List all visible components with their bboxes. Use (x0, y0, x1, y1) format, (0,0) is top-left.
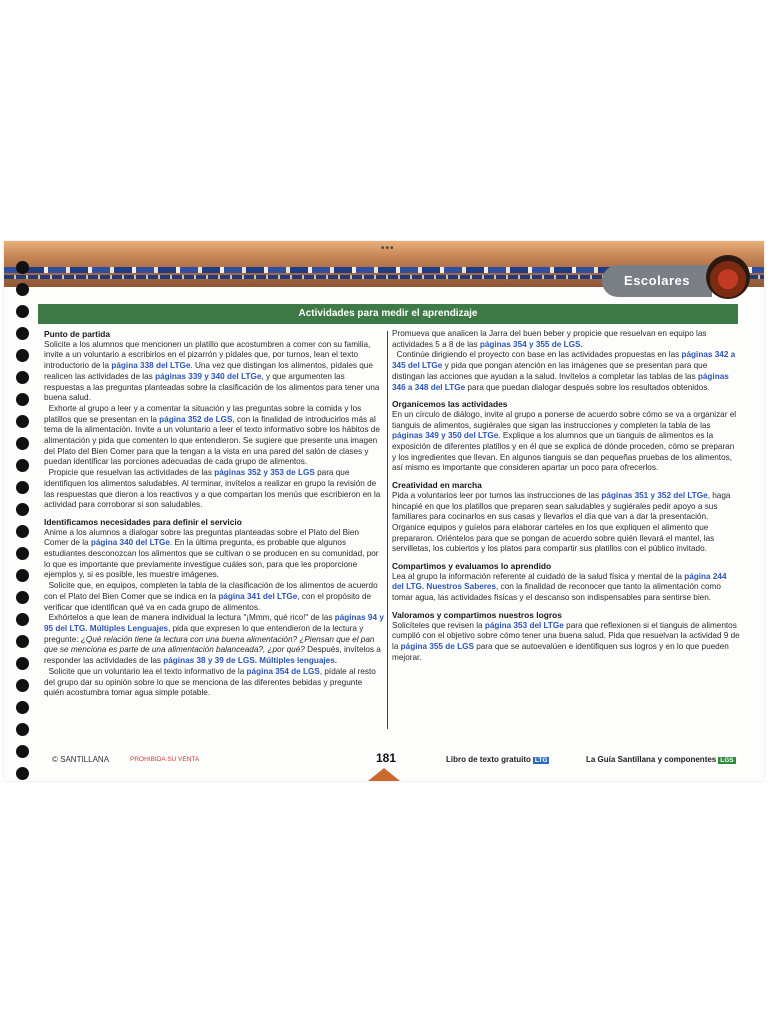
right-column (392, 329, 740, 663)
binding-hole (16, 591, 29, 604)
binding-hole (16, 371, 29, 384)
binding-hole (16, 481, 29, 494)
section-heading: Punto de partida (44, 329, 111, 339)
binding-hole (16, 305, 29, 318)
binding-hole (16, 635, 29, 648)
paragraph: Exhórtelos a que lean de manera individual la lectura "¡Mmm, qué rico!" de las páginas 94 y 95 del LTG. Múltiples Lenguajes, pida que expresen lo que entendieron de la lectura y pregunte: ¿Qué relación tiene la lectura con una buena alimentación? ¿Piensan que el pan que se menciona es parte de una alimentación balanceada?, ¿por qué? Después, invítelos a responder las actividades de las páginas 38 y 39 de LGS. Múltiples lenguajes. (44, 613, 384, 666)
paragraph: Pida a voluntarios leer por turnos las instrucciones de las páginas 351 y 352 del LTGe, haga hincapié en que los platillos que preparen sean saludables y sugiérales pedir apoyo a sus familiares para cocinarlos en sus casas y llevarlos el día que van a dar la presentación. Organice equipos y guíelos para elaborar carteles en los que expliquen el alimento que prepararon. Oriéntelos para que se pongan de acuerdo sobre quién llevará el mantel, las servilletas, los cubiertos y los platos para compartir sus platillos con el público invitado. (392, 490, 731, 554)
paragraph: Propicie que resuelvan las actividades de las páginas 352 y 353 de LGS para que identifiquen los alimentos saludables. Al terminar, invítelos a realizar en grupo la revisión de las respuestas que dieron a los reactivos y a que compartan los menús que escribieron en la actividad para corroborar si son saludables. (44, 468, 381, 510)
paragraph: Lea al grupo la información referente al cuidado de la salud física y mental de la página 244 del LTG. Nuestros Saberes, con la finalidad de reconocer que tanto la alimentación como tomar agua, las actividades físicas y el descanso son indispensables para sentirse bien. (392, 571, 727, 603)
left-column (44, 329, 384, 699)
binding-hole (16, 657, 29, 670)
guide-label: La Guía Santillana y componentes LGS (586, 755, 734, 764)
binding-hole (16, 613, 29, 626)
binding-hole (16, 327, 29, 340)
binding-hole (16, 503, 29, 516)
binding-hole (16, 679, 29, 692)
binding-hole (16, 283, 29, 296)
binding-hole (16, 459, 29, 472)
binding-hole (16, 437, 29, 450)
paragraph: Solicite a los alumnos que mencionen un platillo que acostumbren a comer con su familia, invite a un voluntario a escribirlos en el pizarrón y pídales que, por turnos, lean el texto introductorio de la página 338 del LTGe. Una vez que distingan los alimentos, pídales que realicen las actividades de las páginas 339 y 340 del LTGe, y que argumenten las respuestas a las preguntas planteadas sobre la clasificación de los alimentos para tener una buena salud. (44, 339, 380, 403)
publisher-brand: © SANTILLANA (52, 755, 110, 764)
book-page (4, 241, 764, 781)
dots-icon: ••• (381, 243, 395, 254)
column-divider (387, 331, 388, 729)
binding-holes (16, 261, 32, 781)
section-heading: Identificamos necesidades para definir el servicio (44, 516, 242, 527)
section-banner: Actividades para medir el aprendizaje (38, 304, 738, 324)
paragraph: Solicíteles que revisen la página 353 del LTGe para que reflexionen si el tianguis de alimentos cumplió con el objetivo sobre cómo tener una buena salud. Pida que resuelvan la actividad 9 de la página 355 de LGS para que se autoevalúen e identifiquen sus logros y en lo que pueden mejorar. (392, 620, 740, 662)
paragraph: Exhorte al grupo a leer y a comentar la situación y las preguntas sobre la comida y los platillos que se presentan en la página 352 de LGS, con la finalidad de introducirlos más al tema de la alimentación. Invite a un voluntario a leer el texto informativo sobre los hábitos de alimentación y pida que comenten lo que entendieron. Se sugiere que presente una imagen del Plato del Bien Comer para que la tengan a la vista en una pared del salón de clases y puedan identificar las porciones adecuadas de cada grupo de alimentos. (44, 403, 380, 467)
binding-hole (16, 547, 29, 560)
page-number: 181 (376, 751, 397, 765)
binding-hole (16, 525, 29, 538)
section-heading: Creatividad en marcha (392, 480, 482, 491)
paragraph: En un círculo de diálogo, invite al grupo a ponerse de acuerdo sobre cómo se va a organizar el tianguis de alimentos, sugiérales que sigan las instrucciones y completen la tabla de las páginas 349 y 350 del LTGe. Explique a los alumnos que un tianguis de alimentos es la exposición de diferentes platillos y en él que se explica de dónde proceden, cómo se preparan y los ingredientes que llevan. En algunos tianguis se dan pequeñas pruebas de los alimentos, así mismo es importante que consideren apartar un poco para ofrecerlos. (392, 409, 737, 473)
section-heading: Valoramos y compartimos nuestros logros (392, 609, 562, 620)
lgs-badge: LGS (720, 757, 734, 764)
paragraph: Solicite que un voluntario lea el texto informativo de la página 354 de LGS, pídale al resto del grupo dar su opinión sobre lo que se menciona de las diferentes bebidas y pregunte quién acostumbra tomar agua simple potable. (44, 666, 376, 698)
binding-hole (16, 569, 29, 582)
binding-hole (16, 723, 29, 736)
ltg-label: Libro de texto gratuito LTG (446, 755, 548, 764)
emblem-icon (706, 255, 750, 299)
page-footer (4, 748, 764, 781)
section-heading: Compartimos y evaluamos lo aprendido (392, 561, 552, 572)
binding-hole (16, 393, 29, 406)
triangle-icon (368, 768, 400, 781)
binding-hole (16, 701, 29, 714)
binding-hole (16, 261, 29, 274)
prohibited-notice: PROHIBIDA SU VENTA (130, 756, 200, 763)
section-heading: Organicemos las actividades (392, 399, 508, 410)
paragraph: Solicite que, en equipos, completen la tabla de la clasificación de los alimentos de acuerdo con el Plato del Bien Comer que se indica en la página 341 del LTGe, con el propósito de verificar que identifican qué va en cada grupo de alimentos. (44, 581, 378, 612)
ltg-badge: LTG (534, 757, 548, 764)
paragraph: Anime a los alumnos a dialogar sobre las preguntas planteadas sobre el Plato del Bien Comer de la página 340 del LTGe. En la última pregunta, es probable que algunos estudiantes desconozcan los alimentos que se cultivan o se producen en su comunidad, por lo que es importante que previamente investigue cuáles son, para que les proporcione ejemplos y, si es posible, les muestre imágenes. (44, 527, 379, 580)
paragraph: Continúe dirigiendo el proyecto con base en las actividades propuestas en las páginas 342 a 345 del LTGe y pida que pongan atención en las imágenes que se presentan para que distingan las acciones que ayudan a la salud. Invítelos a completar las tablas de las páginas 346 a 348 del LTGe para que puedan dialogar después sobre los resultados obtenidos. (392, 350, 736, 392)
binding-hole (16, 349, 29, 362)
binding-hole (16, 415, 29, 428)
section-tag: Escolares (602, 265, 712, 297)
paragraph: Promueva que analicen la Jarra del buen beber y propicie que resuelvan en equipo las actividades 5 a 8 de las páginas 354 y 355 de LGS. (392, 329, 707, 349)
